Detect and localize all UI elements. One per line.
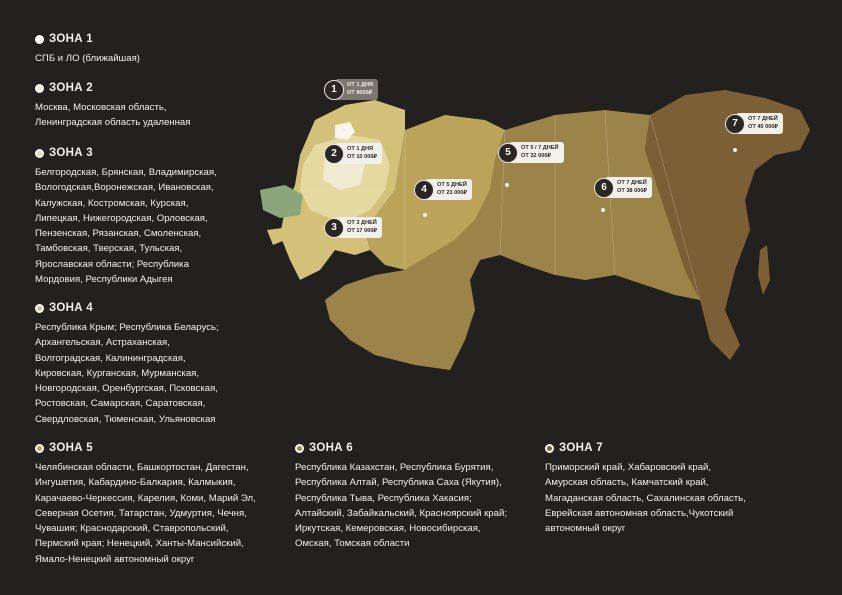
zone-5	[35, 442, 256, 567]
callout-1-days: ОТ 1 ДНЯ	[347, 82, 374, 88]
callout-4-price: ОТ 23 000₽	[437, 189, 467, 196]
zone-3-dot-icon	[35, 149, 44, 158]
callout-6-price: ОТ 38 000₽	[617, 187, 647, 194]
map-dot-6	[601, 208, 605, 212]
zone-2-title: ЗОНА 2	[49, 82, 93, 94]
callout-5-badge: 5	[498, 143, 518, 163]
callout-7-price: ОТ 45 000₽	[748, 123, 778, 130]
zone-6	[295, 442, 507, 552]
zone-7-text: Приморский край, Хабаровский край, Амурская область, Камчатский край, Магаданская область, Сахалинская область, Еврейская автономная область,Чукотский автономный округ	[545, 462, 746, 535]
zone-6-text: Республика Казахстан, Республика Бурятия, Республика Алтай, Республика Саха (Якутия), Республика Тыва, Республика Хакасия; Алтайский, Забайкальский, Красноярский край; Иркутская, Кемеровская, Новосибирская, Омская, Томская области	[295, 462, 507, 550]
zone-3-title: ЗОНА 3	[49, 147, 93, 159]
callout-6-days: ОТ 7 ДНЕЙ	[617, 180, 647, 186]
callout-zone-5	[498, 142, 564, 163]
zone-4	[35, 302, 219, 427]
callout-2-days: ОТ 1 ДНЯ	[347, 146, 374, 152]
callout-zone-6	[594, 177, 652, 198]
callout-2-badge: 2	[324, 144, 344, 164]
callout-3-badge: 3	[324, 218, 344, 238]
callout-5-days: ОТ 5 / 7 ДНЕЙ	[521, 145, 559, 151]
callout-6-badge: 6	[594, 178, 614, 198]
zone-2-dot-icon	[35, 84, 44, 93]
callout-1-badge: 1	[324, 80, 344, 100]
zone-5-dot-icon	[35, 444, 44, 453]
zone-3-text: Белгородская, Брянская, Владимирская, Вологодская,Воронежская, Ивановская, Калужская, Костромская, Курская, Липецкая, Нижегородская, Орловская, Пензенская, Рязанская, Смоленская, Тамбовская, Тверская, Тульская, Ярославская области; Республика Мордовия, Республики Адыгея	[35, 167, 217, 286]
zone-2	[35, 82, 190, 131]
zone-4-text: Республика Крым; Республика Беларусь; Архангельская, Астраханская, Волгоградская, Калининградская, Кировская, Курганская, Мурманская, Новгородская, Оренбургская, Псковская, Ростовская, Самарская, Саратовская, Свердловская, Тюменская, Ульяновская	[35, 322, 219, 425]
zone-1-dot-icon	[35, 35, 44, 44]
zone-4-title: ЗОНА 4	[49, 302, 93, 314]
callout-zone-1	[324, 79, 378, 100]
callout-1-price: ОТ 8000₽	[347, 89, 373, 96]
map-dot-5	[505, 183, 509, 187]
map-sakhalin	[758, 245, 770, 295]
callout-zone-2	[324, 143, 382, 164]
callout-2-price: ОТ 10 000₽	[347, 153, 377, 160]
callout-3-price: ОТ 17 000₽	[347, 227, 377, 234]
map-dot-1	[341, 128, 345, 132]
map-dot-4	[423, 213, 427, 217]
map-dot-7	[733, 148, 737, 152]
zone-4-dot-icon	[35, 304, 44, 313]
zone-6-title: ЗОНА 6	[309, 442, 353, 454]
zone-6-dot-icon	[295, 444, 304, 453]
callout-zone-7	[725, 113, 783, 134]
zone-2-text: Москва, Московская область, Ленинградская область удаленная	[35, 102, 191, 129]
map-crimea	[267, 228, 285, 245]
callout-4-badge: 4	[414, 180, 434, 200]
callout-3-days: ОТ 3 ДНЕЙ	[347, 220, 377, 226]
zone-5-text: Челябинская области, Башкортостан, Дагестан, Ингушетия, Кабардино-Балкария, Калмыкия, Карачаево-Черкессия, Карелия, Коми, Марий Эл, Северная Осетия, Татарстан, Удмуртия, Чечня, Чувашия; Краснодарский, Ставропольский, Пермский края; Ненецкий, Ханты-Мансийский, Ямало-Ненецкий автономный округ	[35, 462, 256, 565]
zone-7	[545, 442, 746, 536]
callout-7-days: ОТ 7 ДНЕЙ	[748, 116, 778, 122]
callout-zone-4	[414, 179, 472, 200]
zone-7-title: ЗОНА 7	[559, 442, 603, 454]
zone-1-title: ЗОНА 1	[49, 33, 93, 45]
zone-1	[35, 33, 140, 66]
zone-7-dot-icon	[545, 444, 554, 453]
callout-4-days: ОТ 5 ДНЕЙ	[437, 182, 467, 188]
zone-3	[35, 147, 217, 287]
zone-5-title: ЗОНА 5	[49, 442, 93, 454]
callout-5-price: ОТ 32 000₽	[521, 152, 551, 159]
callout-7-badge: 7	[725, 114, 745, 134]
zone-1-text: СПБ и ЛО (ближайшая)	[35, 53, 140, 64]
callout-zone-3	[324, 217, 382, 238]
